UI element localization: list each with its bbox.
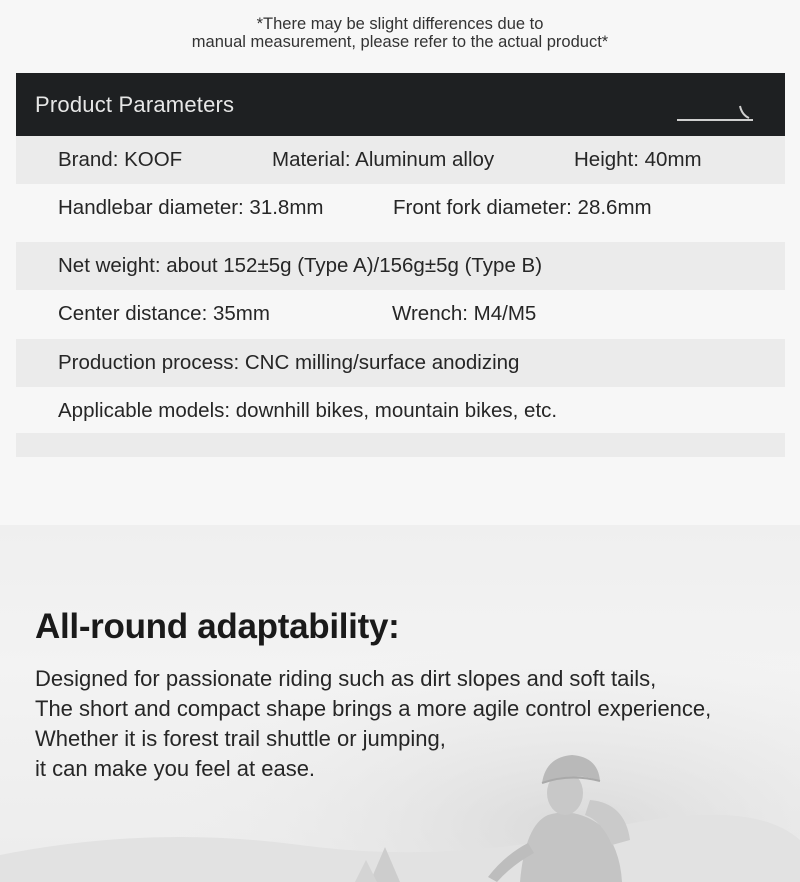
param-row-diameters [16,184,785,232]
disclaimer-line-2: manual measurement, please refer to the actual product* [191,33,609,51]
param-row-brand [16,136,785,184]
param-table-bottom-bar [16,433,785,457]
adaptability-heading: All-round adaptability: [35,607,400,646]
param-row-center [16,290,785,338]
adaptability-line-3: Whether it is forest trail shuttle or jumping, [35,726,446,751]
parameters-title: Product Parameters [35,92,235,117]
param-center-distance: Center distance: 35mm [58,302,270,325]
underline-swoosh-icon [676,103,756,123]
adaptability-section [0,525,800,882]
param-net-weight: Net weight: about 152±5g (Type A)/156g±5g (Type B) [58,254,543,277]
param-row-weight [16,242,785,290]
param-height: Height: 40mm [574,148,702,171]
parameters-header [16,73,785,136]
adaptability-line-2: The short and compact shape brings a more agile control experience, [35,696,712,721]
param-applicable-models: Applicable models: downhill bikes, mountain bikes, etc. [58,399,558,422]
param-row-models [16,387,785,435]
param-wrench: Wrench: M4/M5 [392,302,537,325]
param-handlebar-diameter: Handlebar diameter: 31.8mm [58,196,324,219]
param-brand: Brand: KOOF [58,148,183,171]
param-row-process [16,339,785,387]
disclaimer-line-1: *There may be slight differences due to [256,15,544,33]
param-fork-diameter: Front fork diameter: 28.6mm [393,196,652,219]
param-material: Material: Aluminum alloy [272,148,495,171]
adaptability-description [35,664,711,784]
adaptability-line-1: Designed for passionate riding such as dirt slopes and soft tails, [35,666,657,691]
param-production-process: Production process: CNC milling/surface anodizing [58,351,520,374]
disclaimer-note [0,15,800,51]
adaptability-line-4: it can make you feel at ease. [35,756,316,781]
